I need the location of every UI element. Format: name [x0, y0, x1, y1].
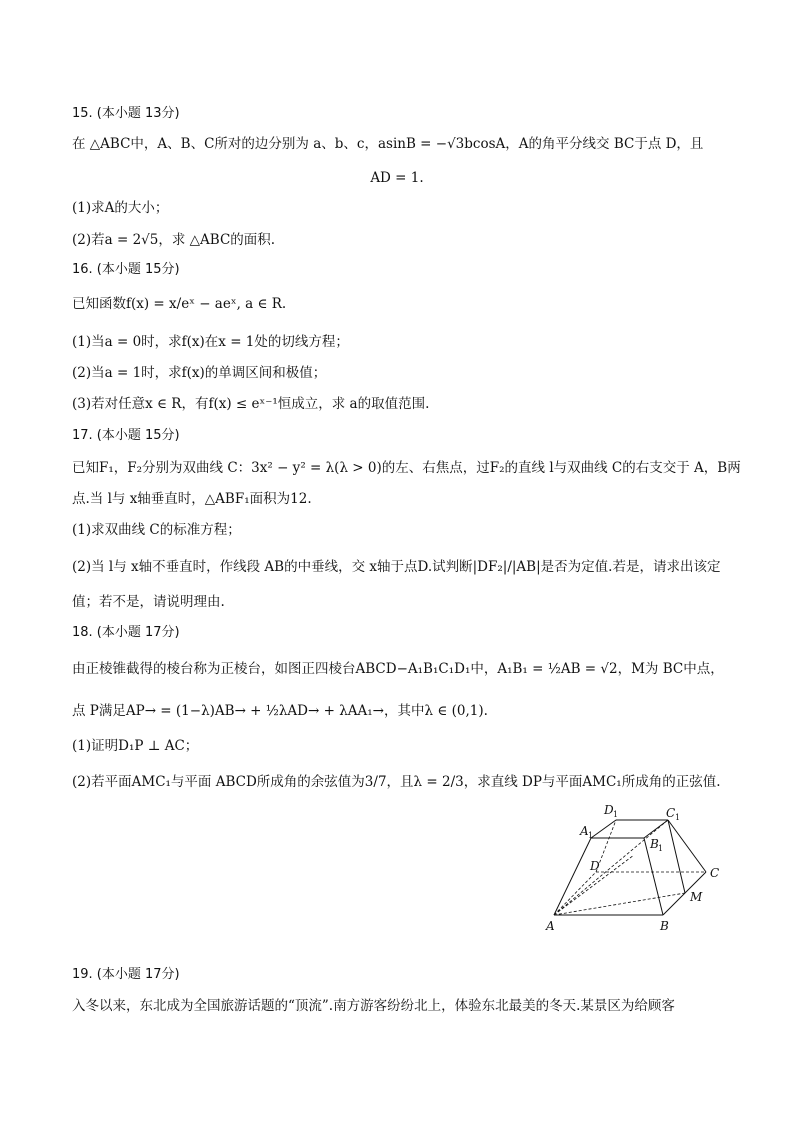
- problem-19-heading: 19. (本小题 17分): [72, 967, 180, 982]
- problem-16-part-1: (1)当a = 0时，求f(x)在x = 1处的切线方程；: [72, 334, 349, 350]
- problem-15-part-2: (2)若a = 2√5，求 △ABC的面积.: [72, 232, 276, 248]
- problem-15-text: 在 △ABC中，A、B、C所对的边分别为 a、b、c，asinB = −√3bcosA，A的角平分线交 BC于点 D，且: [72, 136, 704, 152]
- label-C1-sub: 1: [675, 813, 681, 822]
- problem-16-part-2: (2)当a = 1时，求f(x)的单调区间和极值；: [72, 365, 327, 381]
- label-C1: C: [666, 806, 676, 820]
- label-C: C: [710, 866, 720, 880]
- problem-18-part-2: (2)若平面AMC₁与平面 ABCD所成角的余弦值为3/7，且λ = 2/3，求直线 DP与平面AMC₁所成角的正弦值.: [72, 774, 721, 790]
- problem-18-part-1: (1)证明D₁P ⊥ AC；: [72, 738, 199, 754]
- label-D1: D: [604, 803, 614, 817]
- problem-18-text-1: 由正棱锥截得的棱台称为正棱台，如图正四棱台ABCD−A₁B₁C₁D₁中，A₁B₁ = ½AB = √2，M为 BC中点，: [72, 661, 724, 677]
- label-B1: B: [650, 837, 659, 851]
- label-A1: A: [580, 824, 589, 838]
- problem-17-part-2: (2)当 l与 x轴不垂直时，作线段 AB的中垂线，交 x轴于点D.试判断|DF₂|/|AB|是否为定值.若是，请求出该定: [72, 559, 721, 575]
- problem-18-heading: 18. (本小题 17分): [72, 625, 180, 640]
- problem-17-text-2: 点.当 l与 x轴垂直时，△ABF₁面积为12.: [72, 491, 312, 507]
- problem-16-text: 已知函数f(x) = x/eˣ − aeˣ, a ∈ R.: [72, 296, 287, 312]
- edge-AD: [554, 872, 596, 915]
- label-D: D: [590, 859, 600, 873]
- label-A: A: [546, 919, 555, 933]
- label-B1-sub: 1: [658, 844, 664, 853]
- frustum-figure: [546, 800, 736, 940]
- problem-15-part-1: (1)求A的大小；: [72, 200, 169, 216]
- frustum-diagram: [546, 800, 736, 940]
- problem-17-heading: 17. (本小题 15分): [72, 428, 180, 443]
- segment-AM: [554, 893, 685, 915]
- label-D1-sub: 1: [613, 810, 619, 819]
- problem-17-text-1: 已知F₁，F₂分别为双曲线 C：3x² − y² = λ(λ > 0)的左、右焦点，过F₂的直线 l与双曲线 C的右支交于 A，B两: [72, 460, 741, 476]
- problem-16-part-3: (3)若对任意x ∈ R，有f(x) ≤ eˣ⁻¹恒成立，求 a的取值范围.: [72, 396, 430, 412]
- problem-15-condition: AD = 1.: [370, 170, 424, 186]
- label-A1-sub: 1: [588, 831, 594, 840]
- problem-16-heading: 16. (本小题 15分): [72, 262, 180, 277]
- problem-17-part-1: (1)求双曲线 C的标准方程；: [72, 522, 241, 538]
- edge-B1C1: [644, 820, 668, 838]
- label-M: M: [690, 890, 703, 904]
- problem-17-part-2-cont: 值；若不是，请说明理由.: [72, 594, 225, 610]
- problem-15-heading: 15. (本小题 13分): [72, 106, 180, 121]
- problem-19-text: 入冬以来，东北成为全国旅游话题的“顶流”.南方游客纷纷北上，体验东北最美的冬天.某景区为给顾客: [72, 998, 675, 1014]
- label-B: B: [660, 919, 669, 933]
- problem-18-text-2: 点 P满足AP→ = (1−λ)AB→ + ½λAD→ + λAA₁→，其中λ ∈ (0,1).: [72, 703, 488, 719]
- edge-AA1: [554, 838, 591, 915]
